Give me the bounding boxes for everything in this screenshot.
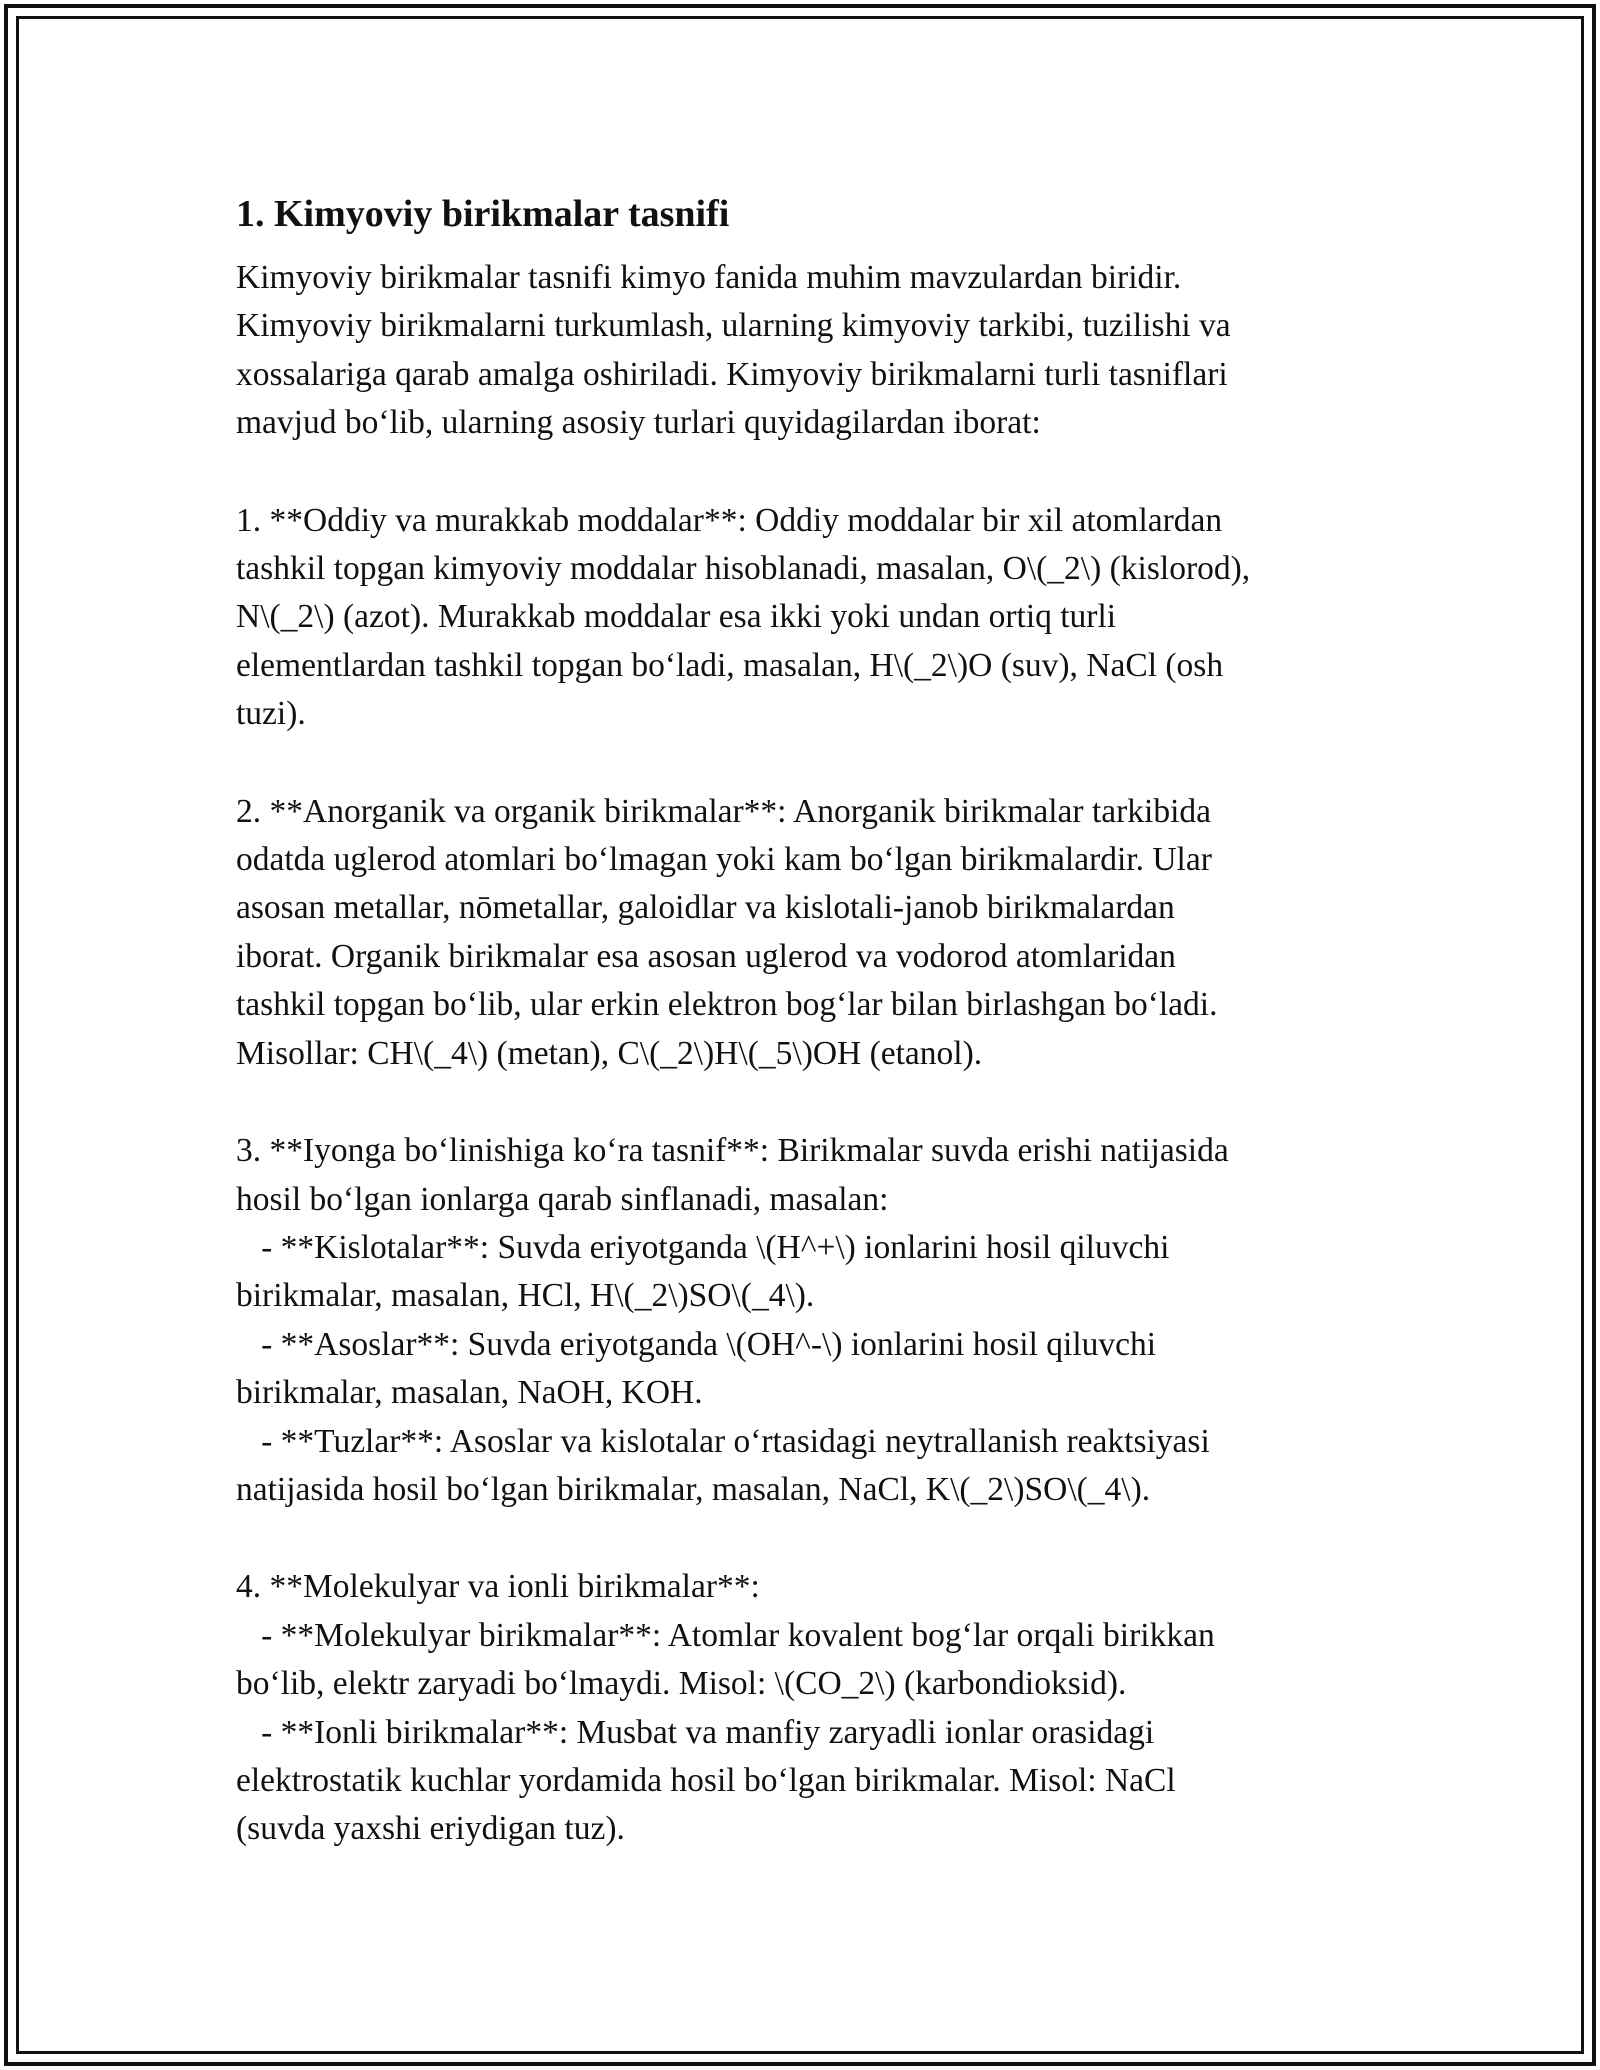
section-ionization-classification: 3. **Iyonga bo‘linishiga ko‘ra tasnif**: Birikmalar suvda erishi natijasida hosil bo‘lgan ionlarga qarab sinflanadi, masalan: - **Kislotalar**: Suvda eriyotganda \(H^+\) ionlarini hosil qiluvchi birikmalar, masalan, HCl, H\(_2\)SO\(_4\). - **Asoslar**: Suvda eriyotganda \(OH^-\) ionlarini hosil qiluvchi birikmalar, masalan, NaOH, KOH. - **Tuzlar**: Asoslar va kislotalar o‘rtasidagi neytrallanish reaktsiyasi natijasida hosil bo‘lgan birikmalar, masalan, NaCl, K\(_2\)SO\(_4\).	[236, 1132, 1229, 1508]
document-body	[236, 186, 1366, 1854]
section-simple-complex-substances: 1. **Oddiy va murakkab moddalar**: Oddiy moddalar bir xil atomlardan tashkil topgan kimyoviy moddalar hisoblanadi, masalan, O\(_2\) (kislorod), N\(_2\) (azot). Murakkab moddalar esa ikki yoki undan ortiq turli elementlardan tashkil topgan bo‘ladi, masalan, H\(_2\)O (suv), NaCl (osh tuzi).	[236, 501, 1251, 733]
section-molecular-ionic: 4. **Molekulyar va ionli birikmalar**: - **Molekulyar birikmalar**: Atomlar kovalent bog‘lar orqali birikkan bo‘lib, elektr zaryadi bo‘lmaydi. Misol: \(CO_2\) (karbondioksid). - **Ionli birikmalar**: Musbat va manfiy zaryadli ionlar orasidagi elektrostatik kuchlar yordamida hosil bo‘lgan birikmalar. Misol: NaCl (suvda yaxshi eriydigan tuz).	[236, 1568, 1215, 1848]
section-inorganic-organic: 2. **Anorganik va organik birikmalar**: Anorganik birikmalar tarkibida odatda uglerod atomlari bo‘lmagan yoki kam bo‘lgan birikmalardir. Ular asosan metallar, nōmetallar, galoidlar va kislotali-janob birikmalardan iborat. Organik birikmalar esa asosan uglerod va vodorod atomlaridan tashkil topgan bo‘lib, ular erkin elektron bog‘lar bilan birlashgan bo‘ladi. Misollar: CH\(_4\) (metan), C\(_2\)H\(_5\)OH (etanol).	[236, 792, 1218, 1072]
intro-paragraph: Kimyoviy birikmalar tasnifi kimyo fanida muhim mavzulardan biridir. Kimyoviy birikmalarni turkumlash, ularning kimyoviy tarkibi, tuzilishi va xossalariga qarab amalga oshiriladi. Kimyoviy birikmalarni turli tasniflari mavjud bo‘lib, ularning asosiy turlari quyidagilardan iborat:	[236, 259, 1231, 442]
document-title: 1. Kimyoviy birikmalar tasnifi	[236, 193, 730, 235]
